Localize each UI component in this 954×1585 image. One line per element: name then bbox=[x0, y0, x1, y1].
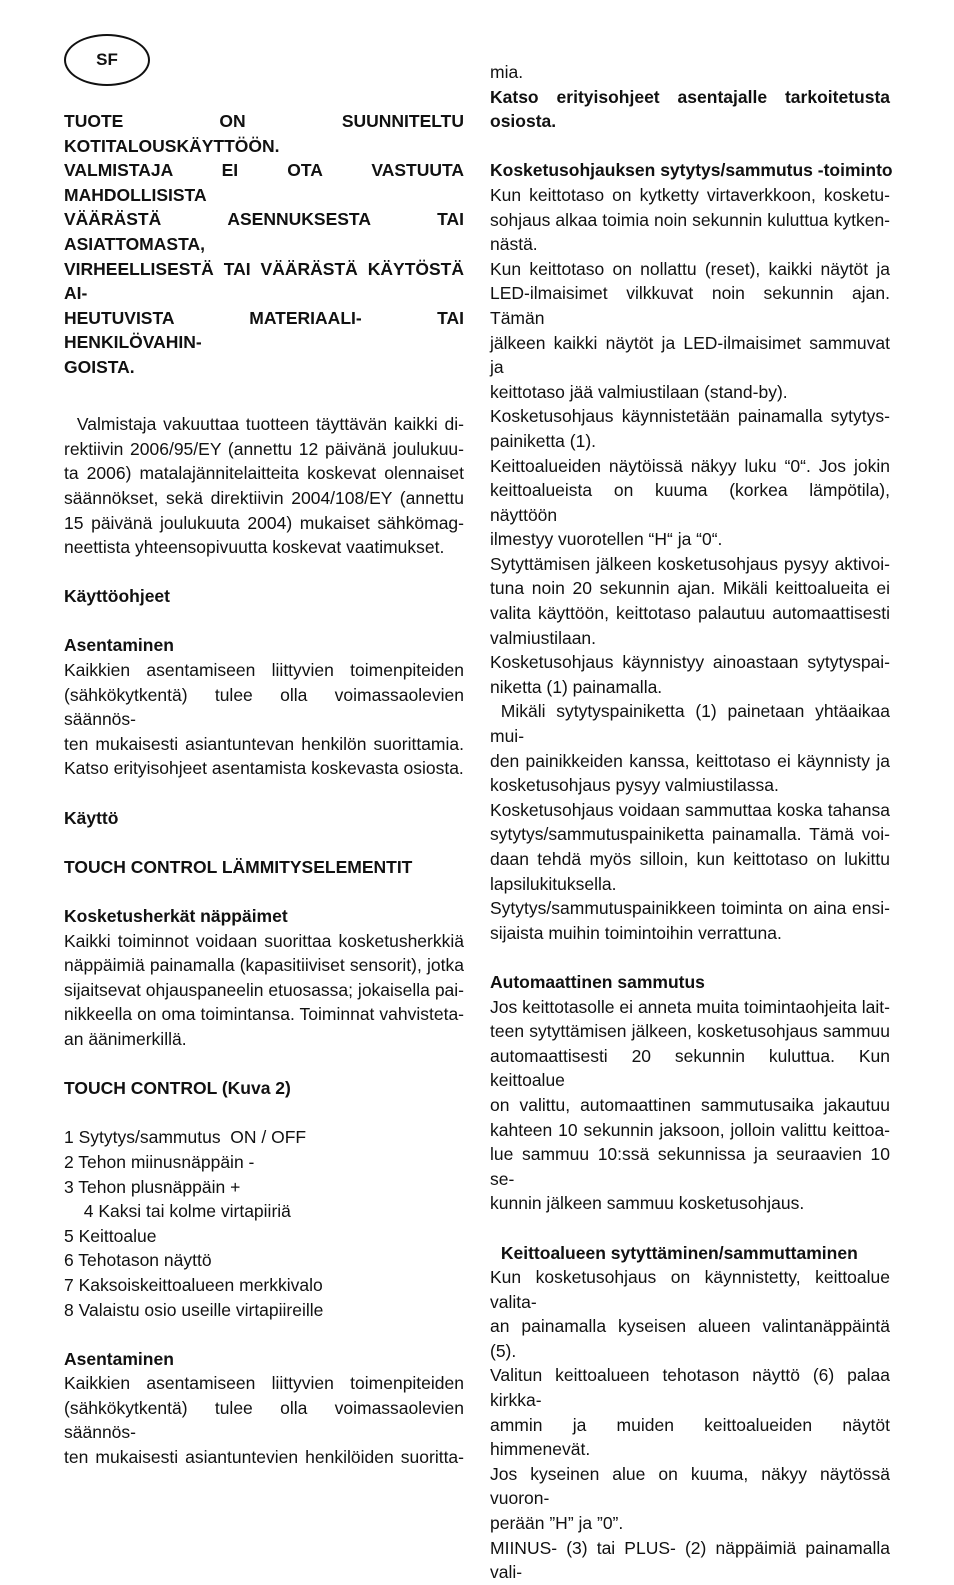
heading-installation: Asentaminen bbox=[64, 635, 174, 656]
language-badge bbox=[64, 34, 150, 86]
language-code: SF bbox=[96, 50, 118, 69]
right-column bbox=[490, 60, 895, 1585]
left-column bbox=[64, 109, 469, 1470]
heading-installation-2: Asentaminen bbox=[64, 1348, 174, 1369]
installation-paragraph: Kaikkien asentamiseen liittyvien toimenpiteiden (sähkökytkentä) tulee olla voimassaolevien säännös- ten mukaisesti asiantuntevan henkilön suorittamia. Katso erityisohjeet asentamista koskevasta osiosta. bbox=[64, 660, 469, 779]
sensitive-keys-paragraph: Kaikki toiminnot voidaan suorittaa kosketusherkkiä näppäimiä painamalla (kapasitiiviset sensorit), jotka sijaitsevat ohjauspaneelin etuosassa; jokaisella pai- nikkeella on oma toimintansa. Toiminnat vahvisteta- an äänimerkillä. bbox=[64, 930, 464, 1049]
heading-touch-heating: TOUCH CONTROL LÄMMITYSELEMENTIT bbox=[64, 856, 413, 877]
heading-sensitive-keys: Kosketusherkät näppäimet bbox=[64, 906, 288, 926]
heading-use: Käyttö bbox=[64, 807, 119, 828]
heading-touch-control: TOUCH CONTROL (Kuva 2) bbox=[64, 1078, 291, 1099]
onoff-section: Kun keittotaso on kytketty virtaverkkoon, kosketu- sohjaus alkaa toimia noin sekunnin kuluttua kytken- nästä. Kun keittotaso on nollattu (reset), kaikki näytöt ja LED-ilmaisimet vilkkuvat noin sekunnin ajan. Tämän jälkeen kaikki näytöt ja LED-ilmaisimet sammuvat ja keittotaso jää valmiustilaan (stand-by). Kosketusohjaus käynnistetään painamalla sytytys- painiketta (1). Keittoalueiden näytöissä näkyy luku “0“. Jos jokin keittoalueista on kuuma (korkea lämpötila), näyttöön ilmestyy vuorotellen “H“ ja “0“. Sytyttämisen jälkeen kosketusohjaus pysyy aktivoi- tuna noin 20 sekunnin ajan. Mikäli keittoalueita ei valita käyttöön, keittotaso palautuu automaattisesti valmiustilaan. Kosketusohjaus käynnistyy ainoastaan sytytyspai- niketta (1) painamalla. Mikäli sytytyspainiketta (1) painetaan yhtäaikaa mui- den painikkeiden kanssa, keittotaso ei käynnisty ja kosketusohjaus pysyy valmiustilassa. Kosketusohjaus voidaan sammuttaa koska tahansa sytytys/sammutuspainiketta painamalla. Tämä voi- daan tehdä myös silloin, kun keittotaso on lukittu lapsilukituksella. Sytytys/sammutuspainikkeen toiminta on aina ensi- sijaista muihin toimintoihin verrattuna. bbox=[490, 184, 895, 943]
list-item: 1 Sytytys/sammutus ON / OFF bbox=[64, 1127, 307, 1148]
list-item: 4 Kaksi tai kolme virtapiiriä bbox=[74, 1201, 291, 1222]
list-item: 8 Valaistu osio useille virtapiireille bbox=[64, 1299, 324, 1320]
continued-text: mia. bbox=[490, 62, 524, 82]
zone-onoff-paragraph: Kun kosketusohjaus on käynnistetty, keittoalue valita- an painamalla kyseisen alueen valintanäppäintä (5). Valitun keittoalueen tehotason näyttö (6) palaa kirkka- ammin ja muiden keittoalueiden näytöt himmenevät. Jos kyseinen alue on kuuma, näkyy näytössä vuoron- perään ”H” ja ”0”. MIINUS- (3) tai PLUS- (2) näppäimiä painamalla vali- bbox=[490, 1267, 895, 1583]
product-warning: TUOTE ON SUUNNITELTU KOTITALOUSKÄYTTÖÖN. VALMISTAJA EI OTA VASTUUTA MAHDOLLISISTA VÄÄRÄSTÄ ASENNUKSESTA TAI ASIATTOMASTA, VIRHEELLISESTÄ TAI VÄÄRÄSTÄ KÄYTÖSTÄ AI- HEUTUVISTA MATERIAALI- TAI HENKILÖVAHIN- GOISTA. bbox=[64, 111, 469, 377]
auto-off-paragraph: Jos keittotasolle ei anneta muita toimintaohjeita lait- teen sytyttämisen jälkeen, kosketusohjaus sammuu automaattisesti 20 sekunnin kuluttua. Kun keittoalue on valittu, automaattinen sammutusaika jakautuu kahteen 10 sekunnin jaksoon, jolloin valittu keittoa- lue sammuu 10:ssä sekunnissa ja seuraavien 10 se- kunnin jälkeen sammuu kosketusohjaus. bbox=[490, 996, 895, 1214]
controls-list bbox=[64, 1125, 464, 1322]
list-item: 2 Tehon miinusnäppäin - bbox=[64, 1151, 255, 1172]
list-item: 3 Tehon plusnäppäin + bbox=[64, 1176, 241, 1197]
heading-zone-onoff: Keittoalueen sytyttäminen/sammuttaminen bbox=[496, 1242, 858, 1263]
heading-usage-instructions: Käyttöohjeet bbox=[64, 586, 170, 607]
list-item: 6 Tehotason näyttö bbox=[64, 1250, 212, 1271]
heading-touch-onoff: Kosketusohjauksen sytytys/sammutus -toiminto bbox=[490, 160, 893, 181]
heading-auto-off: Automaattinen sammutus bbox=[490, 971, 705, 992]
installation-paragraph-2: Kaikkien asentamiseen liittyvien toimenpiteiden (sähkökytkentä) tulee olla voimassaolevien säännös- ten mukaisesti asiantuntevien henkilöiden suoritta- bbox=[64, 1373, 469, 1468]
see-instructions: Katso erityisohjeet asentajalle tarkoitetusta osiosta. bbox=[490, 86, 890, 132]
list-item: 7 Kaksoiskeittoalueen merkkivalo bbox=[64, 1274, 323, 1295]
compliance-paragraph: Valmistaja vakuuttaa tuotteen täyttävän kaikki di- rektiivin 2006/95/EY (annettu 12 päivänä joulukuu- ta 2006) matalajännitelaitteita koskevat olennaiset säännökset, sekä direktiivin 2004/108/EY (annettu 15 päivänä joulukuuta 2004) mukaiset sähkömag- neettista yhteensopivuutta koskevat vaatimukset. bbox=[64, 414, 464, 558]
list-item: 5 Keittoalue bbox=[64, 1225, 157, 1246]
